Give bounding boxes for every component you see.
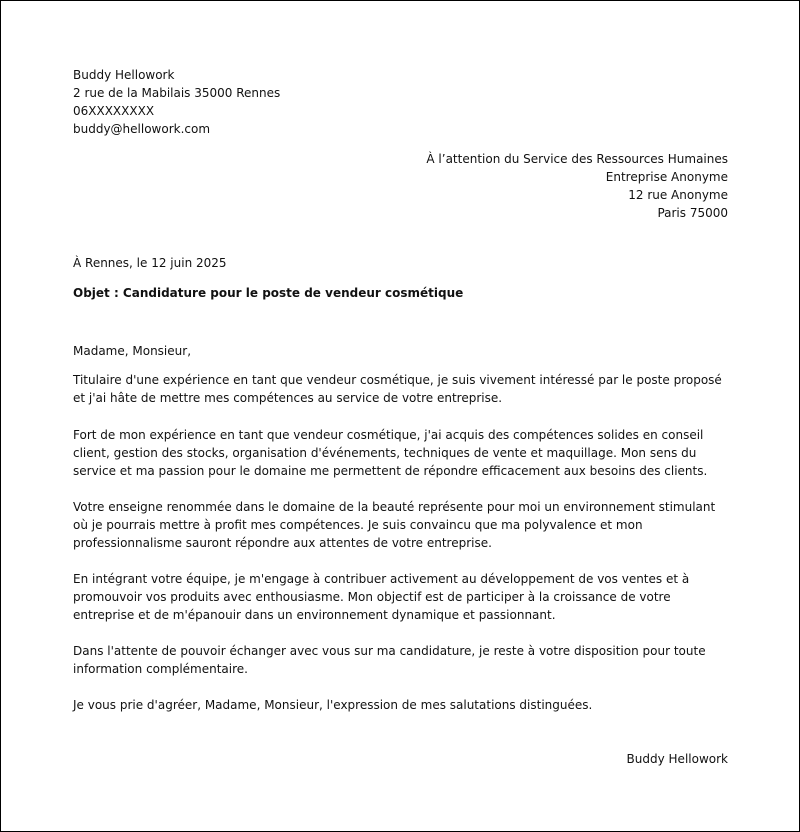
salutation: Madame, Monsieur, — [73, 344, 192, 358]
sender-block — [73, 66, 280, 138]
recipient-city: Paris 75000 — [657, 206, 728, 220]
recipient-attention: À l’attention du Service des Ressources Humaines — [426, 152, 728, 166]
recipient-company: Entreprise Anonyme — [605, 170, 728, 184]
body-paragraph: Dans l'attente de pouvoir échanger avec vous sur ma candidature, je reste à votre disposition pour toute information complémentaire. — [73, 644, 706, 676]
sender-address: 2 rue de la Mabilais 35000 Rennes — [73, 86, 281, 100]
sender-phone: 06XXXXXXXX — [73, 104, 155, 118]
body-paragraph: Titulaire d'une expérience en tant que vendeur cosmétique, je suis vivement intéressé par le poste proposé et j'ai hâte de mettre mes compétences au service de votre entreprise. — [73, 373, 722, 405]
body-paragraph: Votre enseigne renommée dans le domaine de la beauté représente pour moi un environnement stimulant où je pourrais mettre à profit mes compétences. Je suis convaincu que ma polyvalence et mon professionnalisme sauront répondre aux attentes de votre entreprise. — [73, 500, 716, 550]
subject-line: Objet : Candidature pour le poste de vendeur cosmétique — [73, 286, 464, 300]
body-paragraph: Fort de mon expérience en tant que vendeur cosmétique, j'ai acquis des compétences solides en conseil client, gestion des stocks, organisation d'événements, techniques de vente et maquillage. Mon sens du service et ma passion pour le domaine me permettent de répondre efficacement aux besoins des clients. — [73, 428, 708, 478]
sender-name: Buddy Hellowork — [73, 68, 175, 82]
date-line: À Rennes, le 12 juin 2025 — [73, 256, 227, 270]
closing-paragraph: Je vous prie d'agréer, Madame, Monsieur, l'expression de mes salutations distinguées. — [73, 698, 593, 712]
sender-email: buddy@hellowork.com — [73, 122, 211, 136]
body-paragraph: En intégrant votre équipe, je m'engage à contribuer activement au développement de vos ventes et à promouvoir vos produits avec enthousiasme. Mon objectif est de participer à la croissance de votre entreprise et de m'épanouir dans un environnement dynamique et passionnant. — [73, 572, 690, 622]
recipient-street: 12 rue Anonyme — [628, 188, 728, 202]
signature-name: Buddy Hellowork — [626, 752, 728, 766]
recipient-block — [426, 150, 728, 222]
